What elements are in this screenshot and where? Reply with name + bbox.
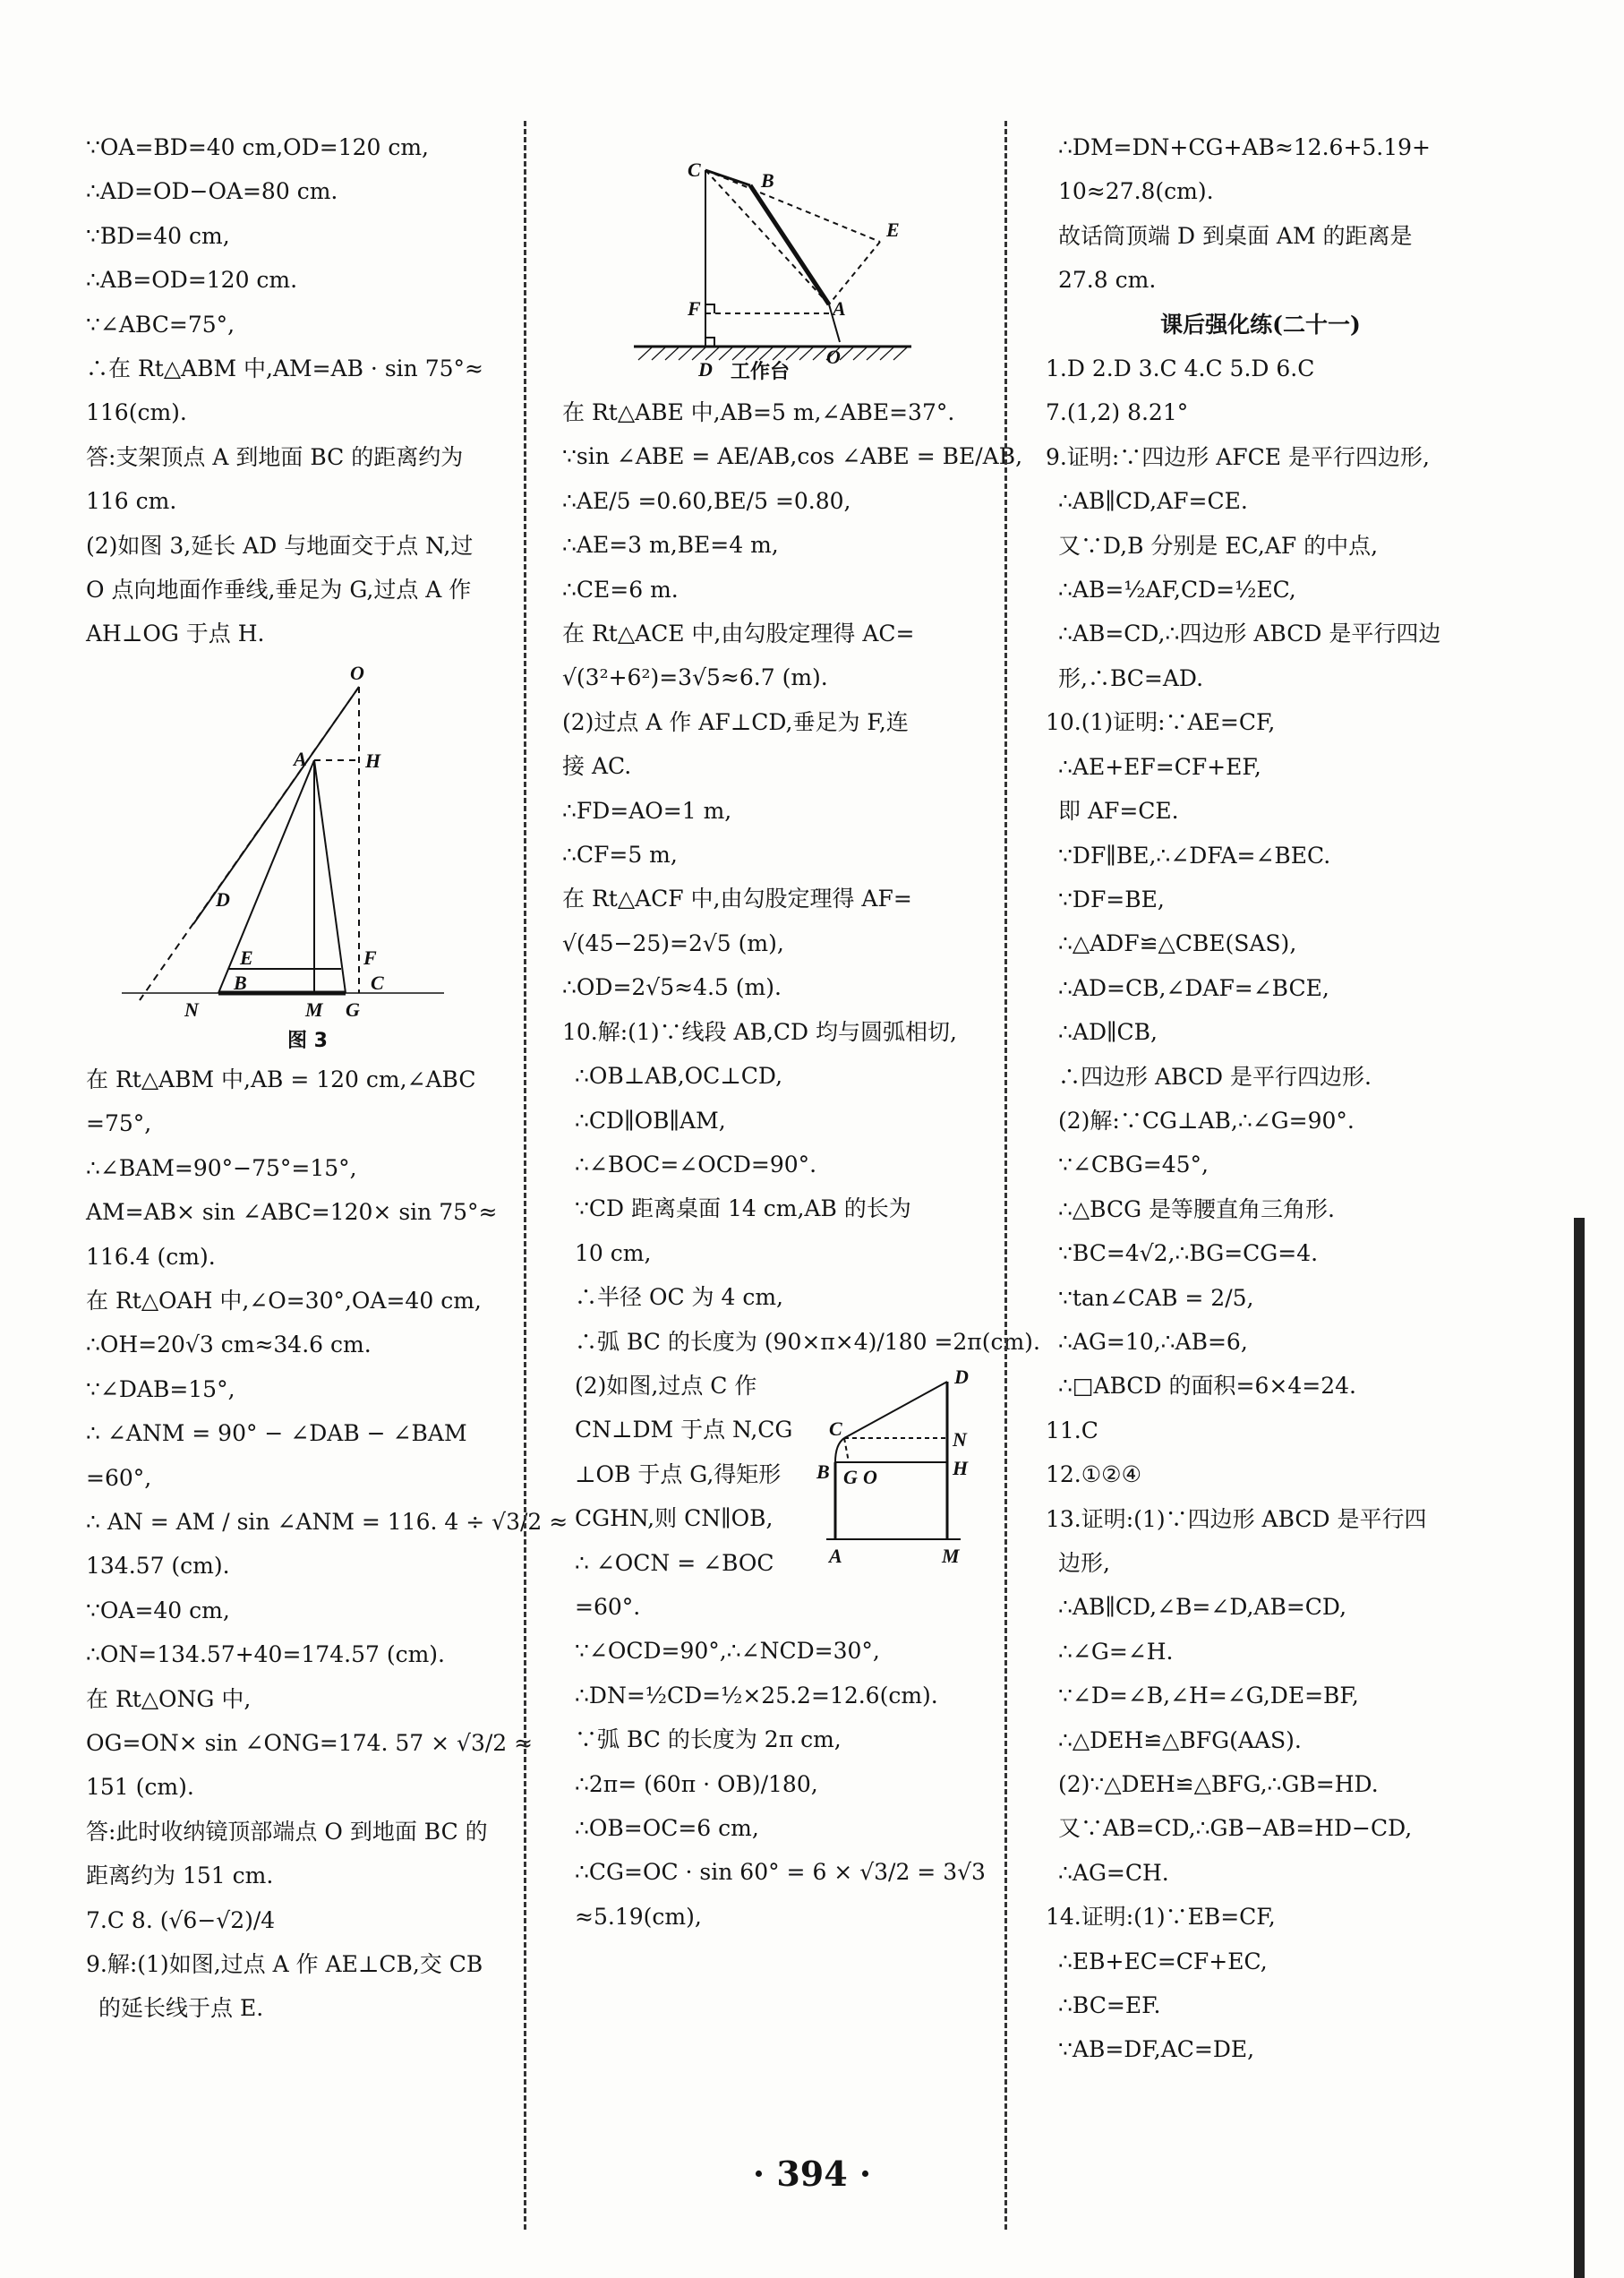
label-A: A	[294, 747, 307, 770]
text-line: ∵CD 距离桌面 14 cm,AB 的长为	[575, 1195, 911, 1222]
text-line: 12.①②④	[1046, 1461, 1141, 1488]
text-line: ∴OH=20√3 cm≈34.6 cm.	[86, 1332, 372, 1358]
text-line: √(45−25)=2√5 (m),	[562, 929, 784, 956]
label-O: O	[350, 661, 364, 684]
text-line: ∵BD=40 cm,	[86, 222, 230, 249]
label-N: N	[953, 1427, 967, 1451]
text-line: 9.解:(1)如图,过点 A 作 AE⊥CB,交 CB	[86, 1951, 483, 1977]
text-line: ⊥OB 于点 G,得矩形	[575, 1460, 782, 1487]
text-line: ∴半径 OC 为 4 cm,	[575, 1284, 783, 1311]
text-line: ∵DF=BE,	[1058, 886, 1165, 912]
text-line: AH⊥OG 于点 H.	[86, 621, 265, 647]
figure-workbench	[562, 136, 992, 387]
text-line: ∴∠BOC=∠OCD=90°.	[575, 1151, 817, 1178]
text-line: 7.C 8. (√6−√2)/4	[86, 1906, 276, 1933]
text-line: ∵弧 BC 的长度为 2π cm,	[575, 1726, 842, 1753]
text-line: ∴CD∥OB∥AM,	[575, 1107, 726, 1134]
label-F: F	[688, 297, 701, 320]
text-line: 在 Rt△ABE 中,AB=5 m,∠ABE=37°.	[562, 399, 955, 425]
text-line: ∴CG=OC · sin 60° = 6 × √3/2 = 3√3	[575, 1859, 986, 1886]
text-line: ∴△BCG 是等腰直角三角形.	[1058, 1195, 1335, 1222]
text-line: 116.4 (cm).	[86, 1243, 216, 1270]
text-line: √(3²+6²)=3√5≈6.7 (m).	[562, 664, 828, 691]
text-line: 在 Rt△ONG 中,	[86, 1685, 252, 1712]
page-number: · 394 ·	[752, 2154, 872, 2194]
text-line: ∴AE/5 =0.60,BE/5 =0.80,	[562, 487, 851, 514]
text-line: 距离约为 151 cm.	[86, 1863, 274, 1889]
text-line: ∴EB+EC=CF+EC,	[1058, 1948, 1268, 1974]
label-F: F	[363, 946, 377, 969]
text-line: (2)解:∵CG⊥AB,∴∠G=90°.	[1058, 1107, 1355, 1134]
section-title: 课后强化练(二十一)	[1160, 311, 1361, 338]
label-D: D	[954, 1365, 969, 1388]
text-line: ∴AE+EF=CF+EF,	[1058, 753, 1261, 780]
text-line: CGHN,则 CN∥OB,	[575, 1505, 774, 1532]
label-D: D	[698, 358, 713, 381]
text-line: ∵BC=4√2,∴BG=CG=4.	[1058, 1240, 1319, 1267]
text-line: (2)过点 A 作 AF⊥CD,垂足为 F,连	[562, 708, 909, 735]
text-line: ∵OA=BD=40 cm,OD=120 cm,	[86, 134, 429, 160]
label-M: M	[942, 1544, 960, 1567]
text-line: ∵OA=40 cm,	[86, 1597, 230, 1623]
column-left	[86, 125, 568, 2031]
text-line: ∴四边形 ABCD 是平行四边形.	[1058, 1063, 1372, 1090]
column-separator	[1004, 121, 1007, 2230]
text-line: 接 AC.	[562, 753, 632, 780]
text-line: ∴FD=AO=1 m,	[562, 797, 732, 824]
text-line: ∵∠ABC=75°,	[86, 311, 235, 338]
text-line: ∴OD=2√5≈4.5 (m).	[562, 974, 782, 1001]
text-line: ∴□ABCD 的面积=6×4=24.	[1058, 1373, 1356, 1400]
text-line: ∴DN=½CD=½×25.2=12.6(cm).	[575, 1682, 938, 1708]
text-line: 10≈27.8(cm).	[1058, 178, 1214, 205]
text-line: ∴ ∠OCN = ∠BOC	[575, 1549, 774, 1576]
text-line: ≈5.19(cm),	[575, 1903, 702, 1930]
text-line: ∵∠CBG=45°,	[1058, 1152, 1209, 1178]
text-line: ∴BC=EF.	[1058, 1992, 1161, 2019]
column-separator	[524, 121, 526, 2230]
text-line: ∴∠BAM=90°−75°=15°,	[86, 1154, 357, 1181]
label-O: O	[863, 1465, 877, 1488]
label-B: B	[816, 1460, 830, 1483]
text-line: ∴∠G=∠H.	[1058, 1638, 1174, 1665]
text-line: ∴在 Rt△ABM 中,AM=AB · sin 75°≈	[86, 355, 483, 382]
text-line: ∵∠OCD=90°,∴∠NCD=30°,	[575, 1638, 880, 1665]
label-E: E	[886, 218, 900, 241]
text-line: AM=AB× sin ∠ABC=120× sin 75°≈	[86, 1199, 498, 1226]
text-line: 在 Rt△OAH 中,∠O=30°,OA=40 cm,	[86, 1287, 482, 1314]
text-line: CN⊥DM 于点 N,CG	[575, 1417, 793, 1443]
label-N: N	[184, 998, 199, 1021]
text-line: ∴弧 BC 的长度为 (90×π×4)/180 =2π(cm).	[575, 1328, 1040, 1355]
text-line: O 点向地面作垂线,垂足为 G,过点 A 作	[86, 577, 472, 604]
label-C: C	[829, 1417, 842, 1440]
text-line: 10.解:(1)∵线段 AB,CD 均与圆弧相切,	[562, 1018, 957, 1045]
text-line: ∴OB=OC=6 cm,	[575, 1815, 759, 1841]
text-line: (2)如图 3,延长 AD 与地面交于点 N,过	[86, 532, 474, 559]
text-line: 7.(1,2) 8.21°	[1046, 399, 1189, 426]
text-line: ∴AB=CD,∴四边形 ABCD 是平行四边	[1058, 621, 1441, 647]
label-O: O	[826, 346, 841, 368]
text-line: 故话筒顶端 D 到桌面 AM 的距离是	[1058, 222, 1413, 249]
figure-block-10-2	[562, 1364, 992, 1629]
figure-caption: 工作台	[731, 361, 791, 383]
text-line: (2)∵△DEH≌△BFG,∴GB=HD.	[1058, 1771, 1379, 1798]
text-line: ∴AD=OD−OA=80 cm.	[86, 178, 338, 205]
text-line: ∵sin ∠ABE = AE/AB,cos ∠ABE = BE/AB,	[562, 443, 1023, 470]
figure-microphone	[813, 1364, 983, 1570]
label-H: H	[365, 749, 381, 772]
text-line: ∴AD=CB,∠DAF=∠BCE,	[1058, 974, 1329, 1001]
label-E: E	[240, 946, 253, 969]
text-line: ∴OB⊥AB,OC⊥CD,	[575, 1063, 783, 1090]
text-line: 在 Rt△ACF 中,由勾股定理得 AF=	[562, 886, 912, 912]
text-line: =75°,	[86, 1110, 152, 1137]
text-line: 答:此时收纳镜顶部端点 O 到地面 BC 的	[86, 1818, 488, 1845]
label-A: A	[833, 297, 846, 320]
text-line: ∵∠D=∠B,∠H=∠G,DE=BF,	[1058, 1683, 1359, 1709]
figure-caption: 图 3	[287, 1029, 328, 1052]
text-line: 13.证明:(1)∵四边形 ABCD 是平行四	[1046, 1505, 1427, 1532]
text-line: 又∵AB=CD,∴GB−AB=HD−CD,	[1058, 1815, 1413, 1842]
text-line: ∵DF∥BE,∴∠DFA=∠BEC.	[1058, 842, 1331, 869]
text-line: 边形,	[1058, 1550, 1110, 1576]
text-line: ∴AB=½AF,CD=½EC,	[1058, 577, 1296, 604]
text-line: (2)如图,过点 C 作	[575, 1372, 757, 1399]
text-line: ∵∠DAB=15°,	[86, 1375, 235, 1402]
text-line: 在 Rt△ABM 中,AB = 120 cm,∠ABC	[86, 1066, 476, 1092]
text-line: 答:支架顶点 A 到地面 BC 的距离约为	[86, 443, 464, 470]
text-line: ∵AB=DF,AC=DE,	[1058, 2036, 1255, 2063]
text-line: ∴ AN = AM / sin ∠ANM = 116. 4 ÷ √3/2 ≈	[86, 1508, 568, 1535]
text-line: 10 cm,	[575, 1239, 652, 1266]
text-line: ∴AE=3 m,BE=4 m,	[562, 532, 779, 559]
column-right	[1046, 125, 1475, 2072]
label-C: C	[688, 158, 701, 181]
text-line: OG=ON× sin ∠ONG=174. 57 × √3/2 ≈	[86, 1729, 534, 1756]
text-line: 14.证明:(1)∵EB=CF,	[1046, 1904, 1276, 1931]
text-line: ∴2π= (60π · OB)/180,	[575, 1770, 818, 1797]
text-line: ∴△ADF≌△CBE(SAS),	[1058, 930, 1297, 957]
text-line: 1.D 2.D 3.C 4.C 5.D 6.C	[1046, 355, 1315, 382]
text-line: ∴ON=134.57+40=174.57 (cm).	[86, 1641, 445, 1668]
text-line: 134.57 (cm).	[86, 1553, 230, 1580]
label-H: H	[953, 1456, 969, 1479]
text-line: 10.(1)证明:∵AE=CF,	[1046, 709, 1276, 736]
text-line: 116(cm).	[86, 399, 187, 426]
text-line: ∴AG=10,∴AB=6,	[1058, 1328, 1248, 1355]
text-line: ∴AB∥CD,∠B=∠D,AB=CD,	[1058, 1594, 1347, 1621]
text-line: 151 (cm).	[86, 1774, 194, 1801]
label-B: B	[761, 169, 774, 192]
column-middle	[562, 133, 1040, 1939]
text-line: ∴DM=DN+CG+AB≈12.6+5.19+	[1058, 134, 1432, 160]
text-line: ∴ ∠ANM = 90° − ∠DAB − ∠BAM	[86, 1420, 467, 1447]
label-D: D	[216, 887, 230, 911]
text-line: 的延长线于点 E.	[98, 1995, 264, 2022]
text-line: ∴AD∥CB,	[1058, 1019, 1158, 1046]
text-line: ∵tan∠CAB = 2/5,	[1058, 1284, 1254, 1311]
text-line: 116 cm.	[86, 488, 177, 515]
label-G: G	[346, 998, 360, 1021]
text-line: ∴CE=6 m.	[562, 576, 679, 603]
text-line: 在 Rt△ACE 中,由勾股定理得 AC=	[562, 621, 915, 647]
text-line: ∴AG=CH.	[1058, 1859, 1169, 1886]
text-line: 形,∴BC=AD.	[1058, 664, 1204, 691]
figure-3	[86, 660, 516, 1054]
text-line: 又∵D,B 分别是 EC,AF 的中点,	[1058, 532, 1379, 559]
text-line: =60°,	[86, 1464, 152, 1491]
label-B: B	[234, 971, 247, 994]
text-line: 11.C	[1046, 1417, 1098, 1443]
label-A: A	[829, 1544, 842, 1567]
text-line: ∴△DEH≌△BFG(AAS).	[1058, 1726, 1302, 1753]
text-line: ∴CF=5 m,	[562, 842, 678, 869]
text-line: =60°.	[575, 1593, 641, 1620]
page-edge-bar	[1574, 1218, 1585, 2278]
label-G: G	[843, 1465, 858, 1488]
text-line: 即 AF=CE.	[1058, 798, 1179, 825]
text-line: 27.8 cm.	[1058, 267, 1157, 294]
label-C: C	[371, 971, 384, 994]
label-M: M	[305, 998, 323, 1021]
text-line: 9.证明:∵四边形 AFCE 是平行四边形,	[1046, 443, 1430, 470]
text-line: ∴AB=OD=120 cm.	[86, 267, 298, 294]
text-line: ∴AB∥CD,AF=CE.	[1058, 488, 1248, 515]
